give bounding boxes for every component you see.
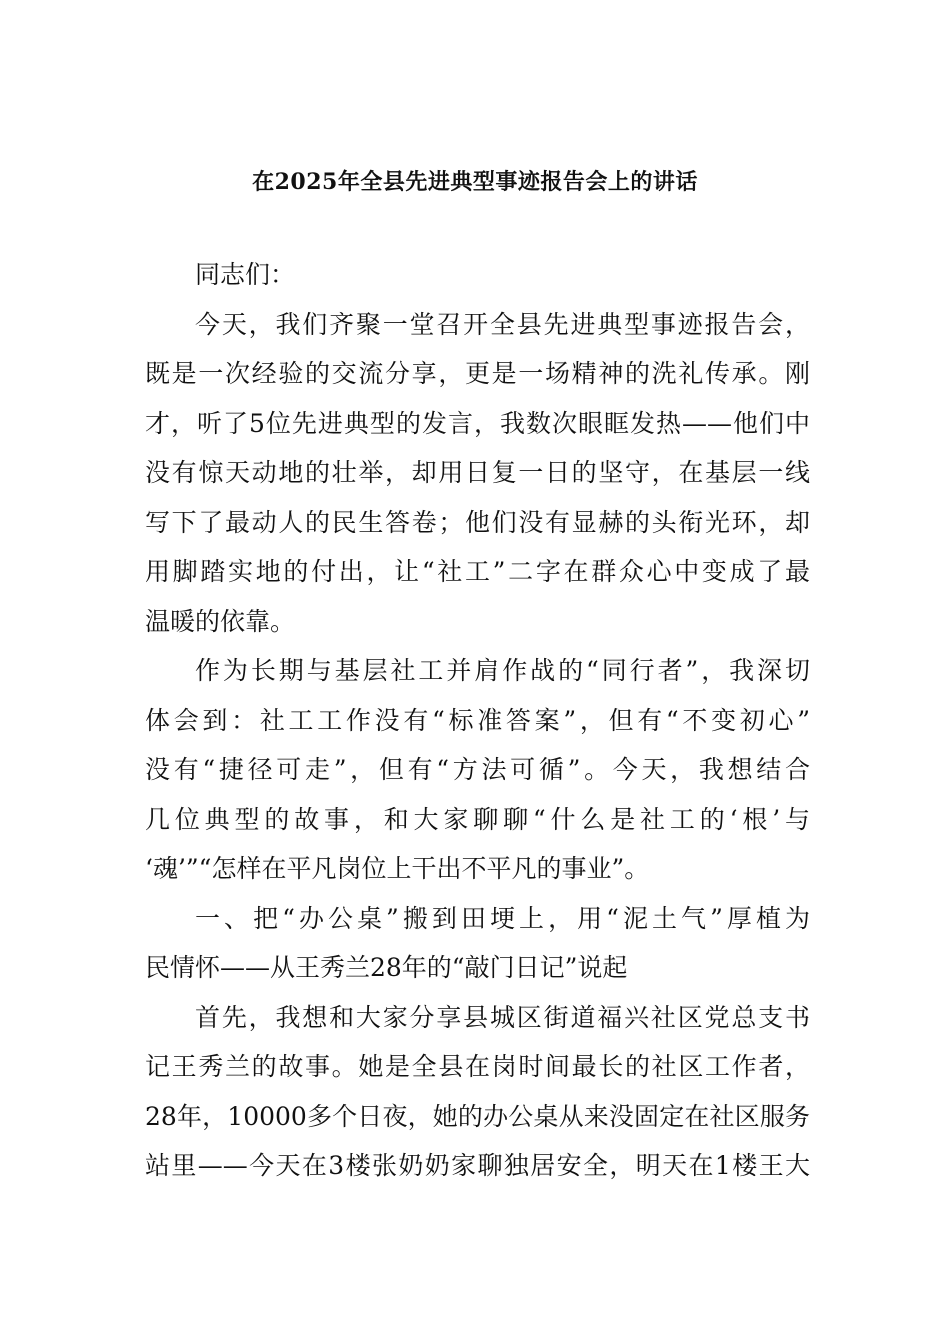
paragraph-line: 没有惊天动地的壮举，却用日复一日的坚守，在基层一线: [145, 458, 810, 487]
paragraph-line: 作为长期与基层社工并肩作战的“同行者”，我深切: [195, 656, 810, 685]
paragraph-line: 体会到：社工工作没有“标准答案”，但有“不变初心”: [145, 705, 810, 735]
paragraph-line: 没有“捷径可走”，但有“方法可循”。今天，我想结合: [145, 755, 810, 784]
section-heading-line: 一、把“办公桌”搬到田埂上，用“泥土气”厚植为: [195, 903, 810, 933]
paragraph-line: 28年，10000多个日夜，她的办公桌从来没固定在社区服务: [145, 1101, 810, 1131]
paragraph-line: 首先，我想和大家分享县城区街道福兴社区党总支书: [195, 1002, 810, 1032]
document-body: [145, 250, 810, 1191]
paragraph-line: 记王秀兰的故事。她是全县在岗时间最长的社区工作者，: [145, 1052, 810, 1081]
paragraph-line: 今天，我们齐聚一堂召开全县先进典型事迹报告会，: [195, 309, 810, 339]
paragraph-line: 才，听了5位先进典型的发言，我数次眼眶发热——他们中: [145, 408, 810, 438]
document-title: 在2025年全县先进典型事迹报告会上的讲话: [252, 169, 698, 195]
paragraph-line: 几位典型的故事，和大家聊聊“什么是社工的‘根’与: [145, 804, 810, 834]
paragraph-line: ‘魂’”“怎样在平凡岗位上干出不平凡的事业”。: [145, 854, 650, 883]
paragraph-line: 既是一次经验的交流分享，更是一场精神的洗礼传承。刚: [145, 359, 810, 388]
paragraph-line: 温暖的依靠。: [145, 606, 296, 636]
salutation: 同志们：: [195, 260, 296, 289]
section-heading-line: 民情怀——从王秀兰28年的“敲门日记”说起: [145, 953, 628, 982]
paragraph-line: 写下了最动人的民生答卷；他们没有显赫的头衔光环，却: [145, 507, 810, 537]
paragraph-line: 站里——今天在3楼张奶奶家聊独居安全，明天在1楼王大: [145, 1151, 810, 1180]
paragraph-line: 用脚踏实地的付出，让“社工”二字在群众心中变成了最: [145, 557, 810, 586]
